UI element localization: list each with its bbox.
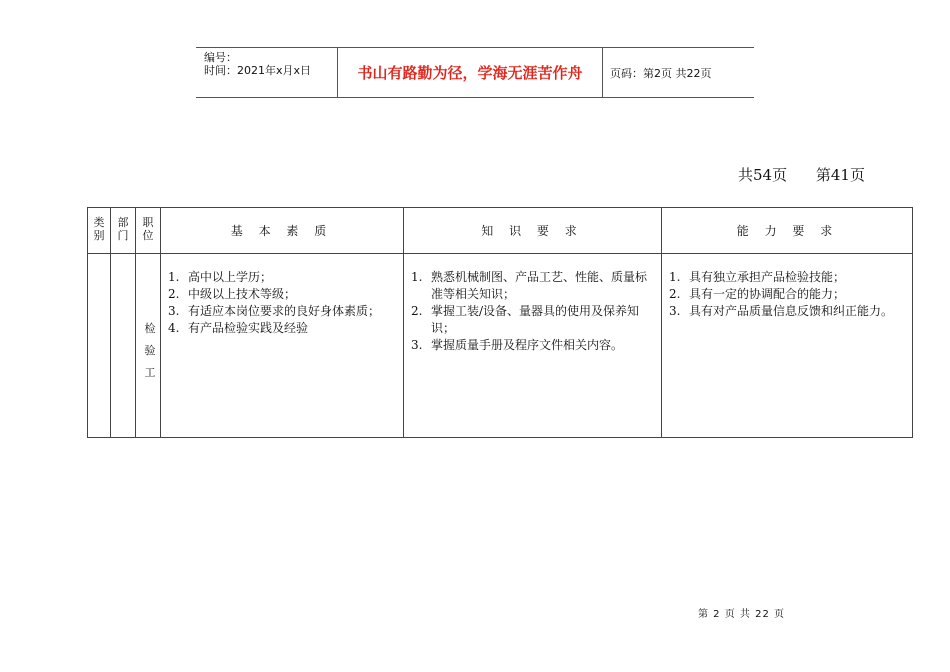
list-item-text: 具有独立承担产品检验技能； bbox=[689, 270, 846, 284]
list-item-number: 3. bbox=[669, 304, 681, 318]
page-count bbox=[738, 164, 889, 185]
list-item-number: 4. bbox=[168, 321, 180, 335]
list-item-text: 掌握质量手册及程序文件相关内容。 bbox=[431, 338, 624, 352]
list-item bbox=[663, 286, 911, 303]
list-item-number: 2. bbox=[669, 287, 681, 301]
col-header-basic: 基 本 素 质 bbox=[230, 224, 333, 238]
position-value: 检验工 bbox=[144, 322, 156, 379]
list-item bbox=[405, 337, 657, 354]
page-total: 共54页 bbox=[738, 166, 788, 184]
ability-list bbox=[663, 269, 911, 320]
list-item-text: 具有一定的协调配合的能力； bbox=[689, 287, 846, 301]
list-item bbox=[405, 269, 657, 303]
list-item-number: 3. bbox=[168, 304, 180, 318]
col-header-knowledge: 知 识 要 求 bbox=[481, 224, 583, 238]
list-item bbox=[162, 286, 398, 303]
list-item-text: 高中以上学历； bbox=[188, 270, 273, 284]
list-item-number: 1. bbox=[168, 270, 180, 284]
list-item-number: 2. bbox=[168, 287, 180, 301]
page-current: 第41页 bbox=[815, 166, 865, 184]
list-item-number: 1. bbox=[669, 270, 681, 284]
list-item bbox=[162, 303, 398, 320]
list-item-text: 掌握工装/设备、量器具的使用及保养知识； bbox=[431, 304, 640, 335]
header-row-divider bbox=[88, 253, 912, 254]
header-page-label: 页码：第2页 共22页 bbox=[610, 66, 712, 80]
col-divider bbox=[135, 208, 136, 437]
list-item-number: 3. bbox=[411, 338, 423, 352]
list-item bbox=[663, 269, 911, 286]
col-header-department: 部门 bbox=[117, 216, 129, 242]
list-item bbox=[405, 303, 657, 337]
list-item-text: 中级以上技术等级； bbox=[188, 287, 297, 301]
document-header bbox=[196, 47, 754, 98]
serial-label: 编号： bbox=[204, 51, 237, 64]
list-item-text: 有产品检验实践及经验 bbox=[188, 321, 309, 335]
col-header-category: 类别 bbox=[93, 216, 105, 242]
list-item bbox=[162, 320, 398, 337]
basic-quality-list bbox=[162, 269, 398, 337]
list-item-text: 熟悉机械制图、产品工艺、性能、质量标准等相关知识； bbox=[431, 270, 648, 301]
header-meta bbox=[196, 48, 338, 97]
list-item-number: 1. bbox=[411, 270, 423, 284]
list-item-number: 2. bbox=[411, 304, 423, 318]
page-footer: 第 2 页 共 22 页 bbox=[698, 609, 785, 620]
col-header-ability: 能 力 要 求 bbox=[736, 224, 839, 238]
knowledge-list bbox=[405, 269, 657, 354]
col-header-position: 职位 bbox=[142, 216, 154, 242]
time-label: 时间：2021年x月x日 bbox=[204, 64, 312, 77]
list-item bbox=[663, 303, 911, 320]
col-divider bbox=[110, 208, 111, 437]
job-requirements-table bbox=[87, 207, 913, 438]
list-item-text: 具有对产品质量信息反馈和纠正能力。 bbox=[689, 304, 894, 318]
list-item bbox=[162, 269, 398, 286]
list-item-text: 有适应本岗位要求的良好身体素质； bbox=[188, 304, 381, 318]
header-motto: 书山有路勤为径，学海无涯苦作舟 bbox=[338, 48, 603, 97]
